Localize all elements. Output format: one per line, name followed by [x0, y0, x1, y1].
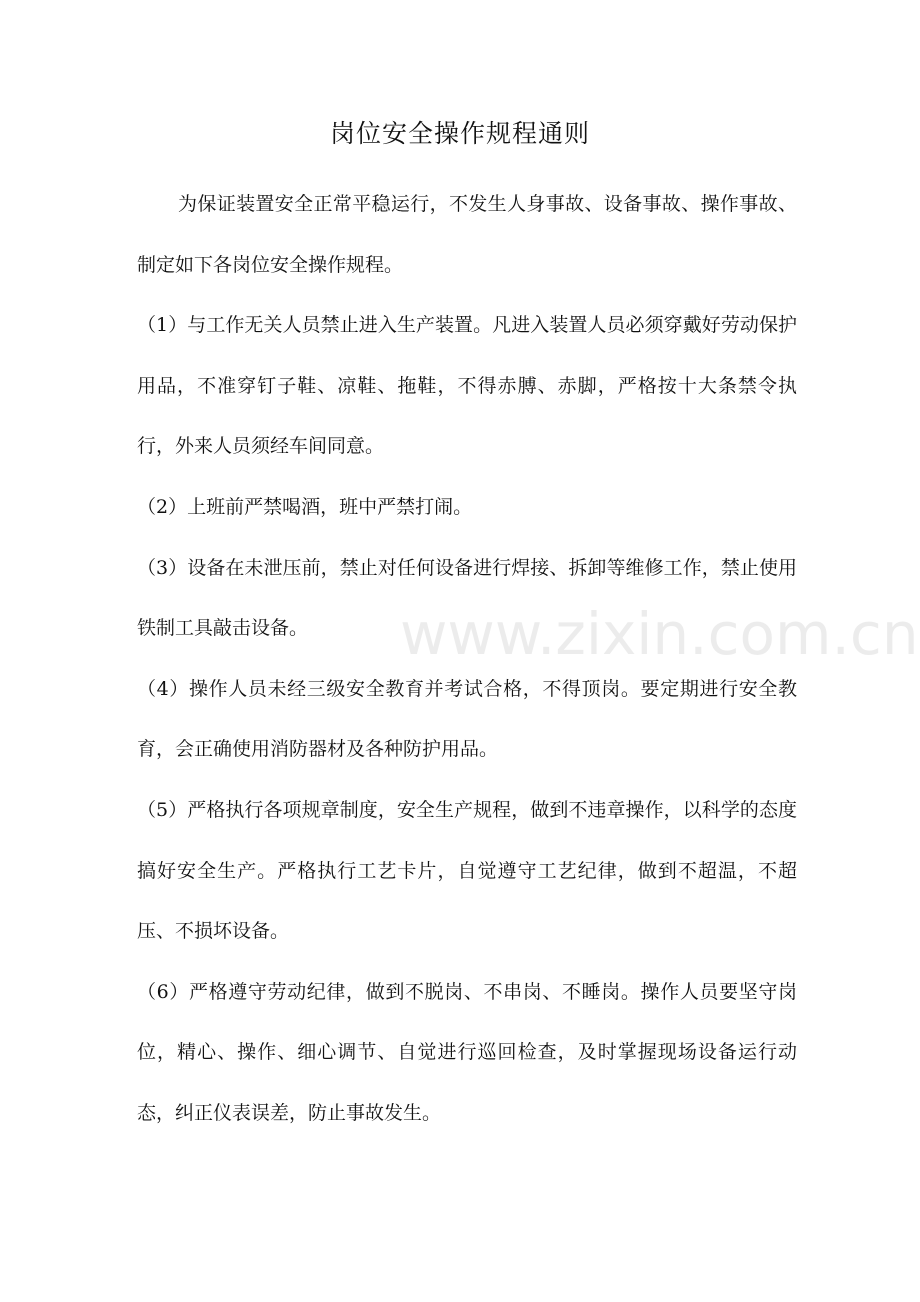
rule-paragraph-2: （2）上班前严禁喝酒，班中严禁打闹。 — [137, 495, 473, 518]
rule-paragraph-3: （3）设备在未泄压前，禁止对任何设备进行焊接、拆卸等维修工作，禁止使用铁制工具敲击设备。 — [137, 556, 797, 640]
document-body — [137, 174, 797, 1144]
intro-paragraph: 为保证装置安全正常平稳运行，不发生人身事故、设备事故、操作事故、制定如下各岗位安全操作规程。 — [137, 193, 797, 276]
rule-paragraph-4: （4）操作人员未经三级安全教育并考试合格，不得顶岗。要定期进行安全教育，会正确使用消防器材及各种防护用品。 — [137, 677, 797, 761]
watermark: www.zixin.com.cn — [400, 600, 919, 668]
rule-paragraph-1: （1）与工作无关人员禁止进入生产装置。凡进入装置人员必须穿戴好劳动保护用品，不准穿钉子鞋、凉鞋、拖鞋，不得赤膊、赤脚，严格按十大条禁令执行，外来人员须经车间同意。 — [137, 314, 797, 458]
document-title: 岗位安全操作规程通则 — [329, 119, 590, 148]
rule-paragraph-5: （5）严格执行各项规章制度，安全生产规程，做到不违章操作，以科学的态度搞好安全生产。严格执行工艺卡片，自觉遵守工艺纪律，做到不超温，不超压、不损坏设备。 — [137, 798, 797, 943]
rule-paragraph-6: （6）严格遵守劳动纪律，做到不脱岗、不串岗、不睡岗。操作人员要坚守岗位，精心、操作、细心调节、自觉进行巡回检查，及时掌握现场设备运行动态，纠正仪表误差，防止事故发生。 — [137, 980, 797, 1124]
